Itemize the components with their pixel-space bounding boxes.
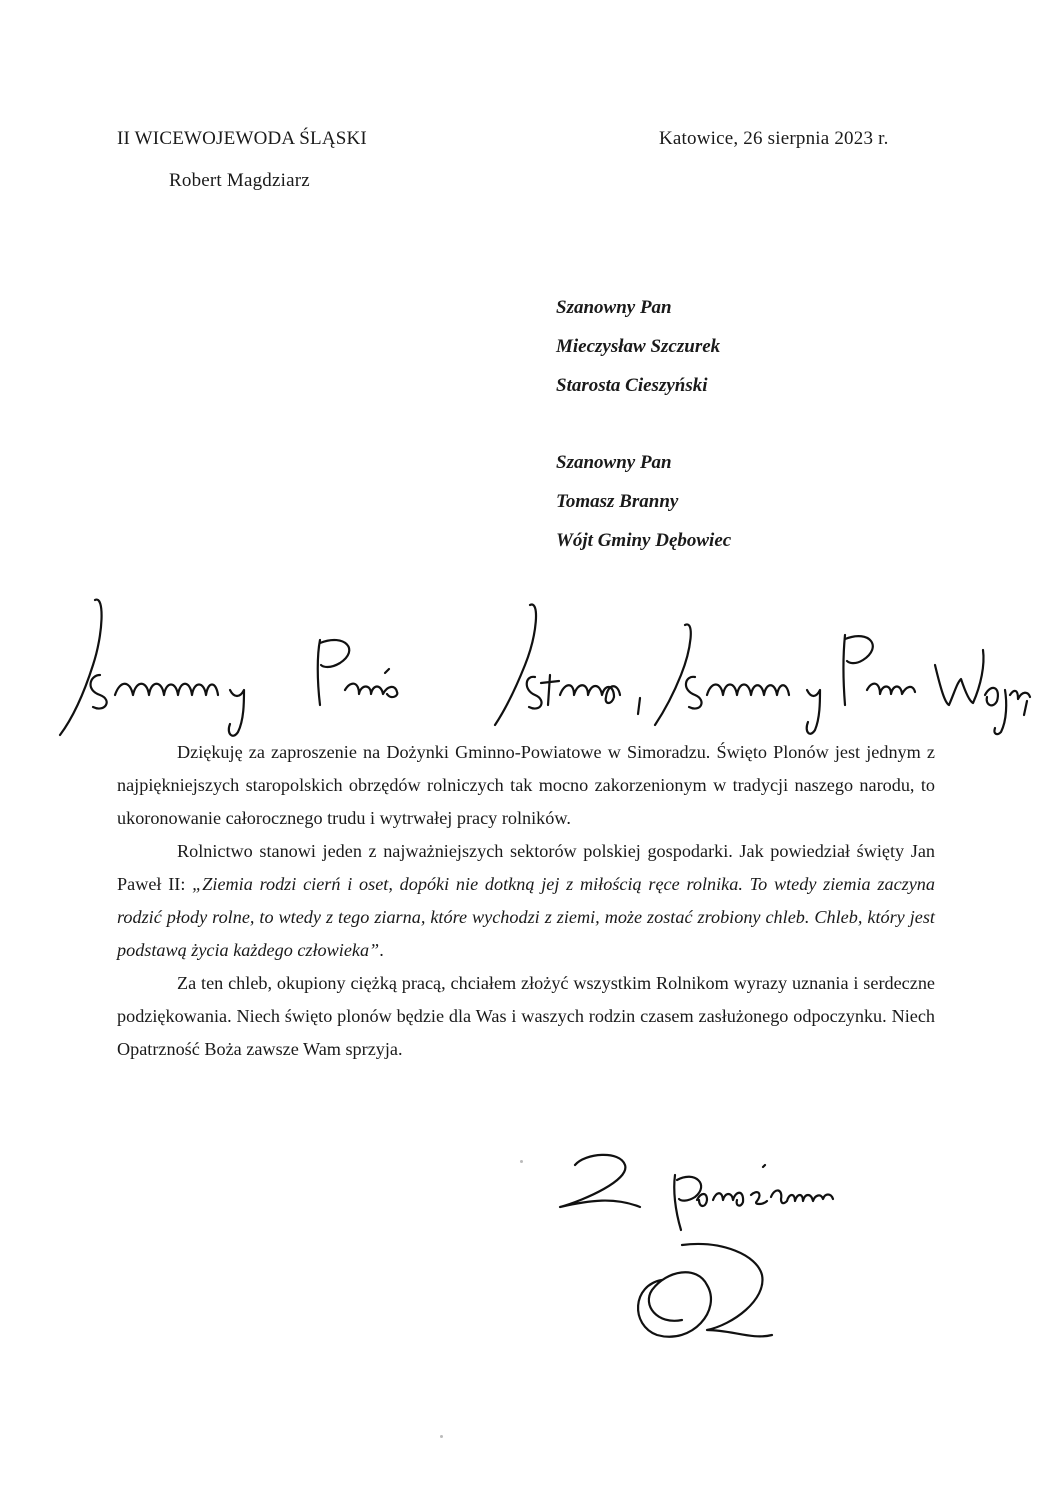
paragraph-thanks: Za ten chleb, okupiony ciężką pracą, chciałem złożyć wszystkim Rolnikom wyrazy uznania i serdeczne podziękowania. Niech święto plonów będzie dla Was i waszych rodzin czasem zasłużonego odpoczynku. Niech Opatrzność Boża zawsze Wam sprzyja. (117, 973, 935, 1059)
paragraph-invitation: Dziękuję za zaproszenie na Dożynki Gminno-Powiatowe w Simoradzu. Święto Plonów jest jednym z najpiękniejszych staropolskich obrzędów rolniczych tak mocno zakorzenionym w tradycji naszego narodu, to ukoronowanie całorocznego trudu i wytrwałej pracy rolników. (117, 742, 935, 828)
handwritten-salutation (55, 595, 1035, 745)
recipient-block-wojt (556, 443, 731, 560)
handwritten-closing (545, 1145, 885, 1235)
quote-end: . (379, 940, 384, 960)
recipient-name: Tomasz Branny (556, 491, 679, 512)
signature (612, 1230, 792, 1350)
sender-title: II WICEWOJEWODA ŚLĄSKI (117, 128, 367, 149)
recipient-block-starosta (556, 288, 720, 405)
letter-body (117, 736, 935, 1066)
scan-speck (520, 1160, 523, 1163)
recipient-greeting: Szanowny Pan (556, 297, 672, 318)
paragraph-agriculture-intro: Rolnictwo stanowi jeden z najważniejszych sektorów polskiej gospodarki. Jak powiedział święty Jan Paweł II: (117, 841, 935, 894)
recipient-office: Starosta Cieszyński (556, 375, 708, 396)
recipient-greeting: Szanowny Pan (556, 452, 672, 473)
sender-name: Robert Magdziarz (169, 170, 310, 191)
pope-quote: „Ziemia rodzi cierń i oset, dopóki nie dotkną jej z miłością ręce rolnika. To wtedy ziemia zaczyna rodzić płody rolne, to wtedy z tego ziarna, które wychodzi z ziemi, może zostać zrobiony chleb. Chleb, który jest podstawą życia każdego człowieka” (117, 874, 935, 960)
scan-speck (440, 1435, 443, 1438)
place-date: Katowice, 26 sierpnia 2023 r. (659, 128, 889, 149)
paragraph-agriculture (117, 835, 935, 967)
recipient-office: Wójt Gminy Dębowiec (556, 530, 732, 551)
recipient-name: Mieczysław Szczurek (556, 336, 721, 357)
